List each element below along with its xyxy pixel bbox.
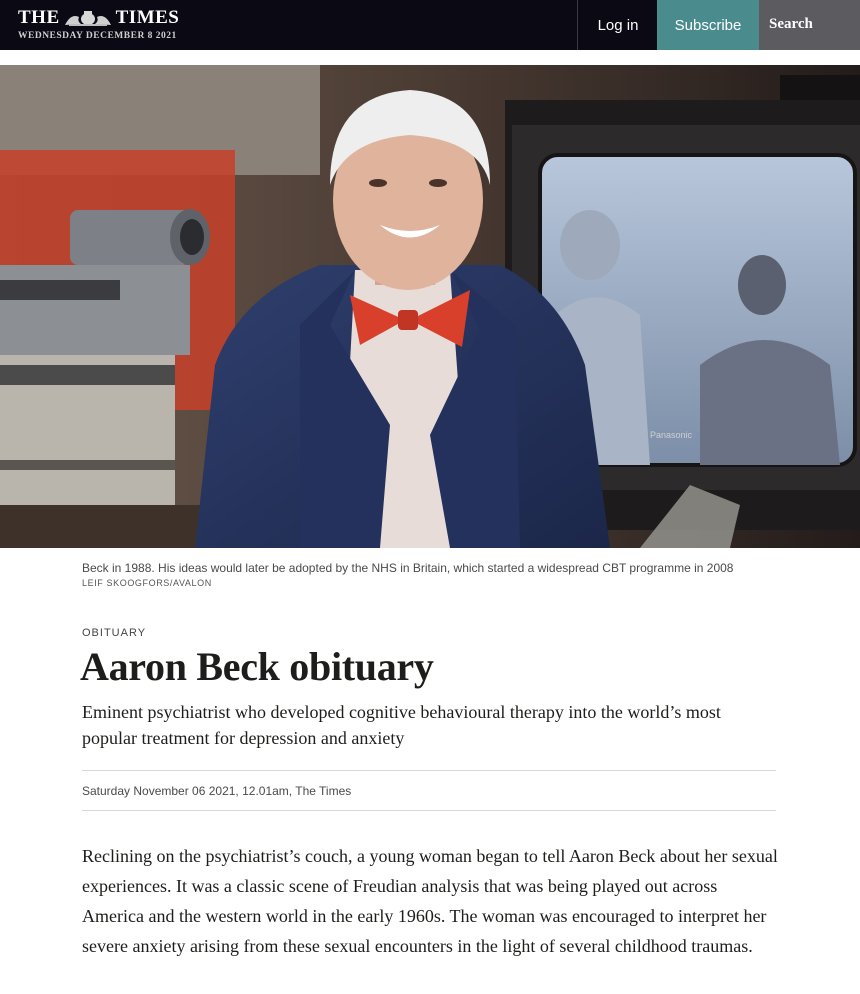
photo-credit: LEIF SKOOGFORS/AVALON [82,578,212,588]
article-body-paragraph: Reclining on the psychiatrist’s couch, a young woman began to tell Aaron Beck about her sexual experiences. It was a classic scene of Freudian analysis that was being played out across America and the western world in the early 1960s. The woman was encouraged to interpret her severe anxiety arising from these sexual encounters in the light of several childhood traumas. [82,846,778,956]
hero-caption: Beck in 1988. His ideas would later be adopted by the NHS in Britain, which started a widespread CBT programme in 2008 [82,561,734,575]
divider-top [82,770,776,771]
login-button[interactable]: Log in [577,0,658,50]
logo-text-the: THE [18,7,60,28]
hero-photo-illustration [0,65,860,548]
logo-text-times: TIMES [115,7,180,28]
article-headline: Aaron Beck obituary [80,644,434,689]
masthead[interactable] [18,8,179,41]
times-logo[interactable] [18,8,179,28]
search-button[interactable]: Search [759,0,860,50]
subscribe-button[interactable]: Subscribe [657,0,759,50]
tv-brand-label: Panasonic [650,430,693,440]
top-navigation-bar [0,0,860,50]
article-standfirst: Eminent psychiatrist who developed cognitive behavioural therapy into the world’s most popular treatment for depression and anxiety [82,702,721,748]
hero-photo [0,65,860,548]
divider-bottom [82,810,776,811]
article-byline: Saturday November 06 2021, 12.01am, The Times [82,784,352,798]
royal-crest-icon [63,9,113,27]
masthead-date: WEDNESDAY DECEMBER 8 2021 [18,31,177,41]
section-label[interactable]: OBITUARY [82,627,147,639]
